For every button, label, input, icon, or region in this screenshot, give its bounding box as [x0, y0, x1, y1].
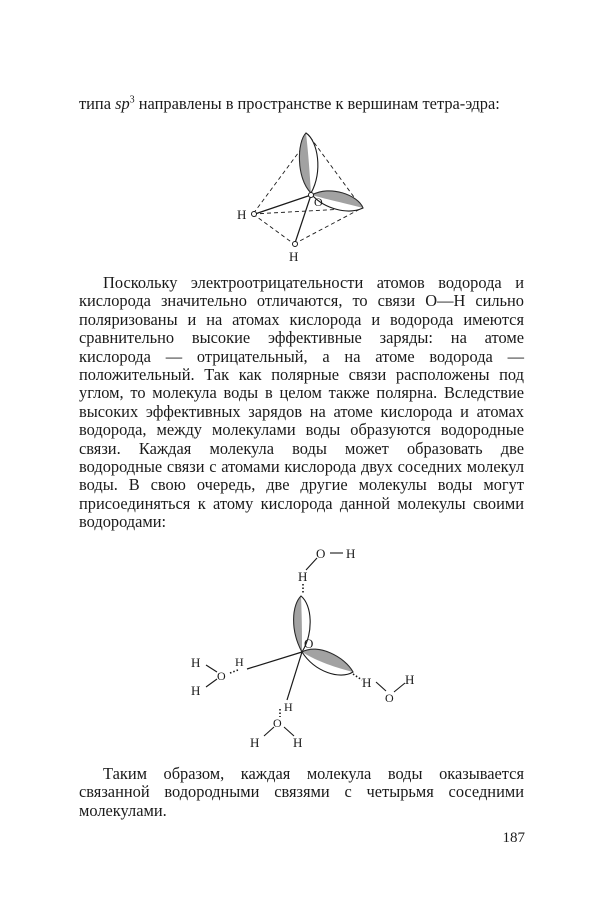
hydrogen-bond-dotted — [230, 670, 238, 673]
oxygen-nucleus — [309, 193, 314, 198]
right-water-bond — [376, 682, 386, 691]
left-water-bond — [206, 665, 217, 672]
paragraph-hydrogen-bonds: Поскольку электроотрицательности атомов водорода и кислорода значительно отличаются, то связи О—Н сильно поляризованы и на атомах кислорода и водорода имеются сравнительно высокие эффективные заряды: на атоме кислорода — отрицательный, а на атоме водорода — положительный. Так как полярные связи расположены под углом, то молекула воды в целом также полярна. Вследствие высоких эффективных зарядов на атоме кислорода и атомах водорода, между молекулами воды образуются водородные связи. Каждая молекула воды может образовать две водородные связи с атомами кислорода двух соседних молекул воды. В свою очередь, две другие молекулы воды могут присоединяться к атому кислорода данной молекулы своими водородами: — [79, 273, 524, 532]
bond-center-left — [247, 652, 302, 669]
top-water-oxygen: O — [316, 546, 326, 561]
orbital-type-base: sp — [115, 94, 130, 113]
left-water-oxygen: O — [217, 669, 226, 683]
paragraph-intro-suffix: направлены в пространстве к вершинам тетра-эдра: — [134, 94, 500, 113]
orbital-type-exponent: 3 — [129, 94, 135, 106]
hydrogen-label-left: H — [237, 207, 247, 222]
hydrogen-atom — [293, 242, 298, 247]
tetra-edge — [253, 214, 294, 244]
bottom-water-oxygen: O — [273, 716, 282, 730]
left-water-hydrogen-bottom: H — [191, 683, 201, 698]
hydrogen-label-bottom: H — [289, 249, 299, 264]
tetra-edge — [294, 208, 362, 244]
left-water-hydrogen-top: H — [191, 655, 201, 670]
right-link-hydrogen: H — [362, 675, 372, 690]
right-water-bond — [394, 683, 405, 692]
left-water-bond — [206, 679, 217, 687]
paragraph-conclusion: Таким образом, каждая молекула воды оказывается связанной водородными связями с четырьмя соседними молекулами. — [79, 764, 524, 820]
left-link-hydrogen: H — [235, 655, 244, 669]
central-oxygen: O — [304, 636, 314, 651]
paragraph-intro — [79, 95, 524, 113]
page-number: 187 — [502, 830, 525, 846]
hydrogen-bond-figure — [0, 540, 600, 755]
hydrogen-atom — [252, 212, 257, 217]
oxygen-label: O — [314, 195, 323, 209]
top-link-hydrogen: H — [298, 569, 308, 584]
bottom-link-hydrogen: H — [284, 700, 293, 714]
bond-center-bottom — [287, 652, 302, 700]
right-water-hydrogen: H — [405, 672, 415, 687]
bottom-water-hydrogen-left: H — [250, 735, 260, 750]
top-water-hydrogen: H — [346, 546, 356, 561]
right-water-oxygen: O — [385, 691, 394, 705]
bottom-water-bond — [264, 727, 274, 736]
bottom-water-hydrogen-right: H — [293, 735, 303, 750]
paragraph-intro-prefix: типа — [79, 94, 116, 113]
tetrahedron-figure — [0, 125, 600, 275]
top-water-bond — [306, 558, 317, 570]
hydrogen-bond-dotted — [353, 674, 362, 680]
